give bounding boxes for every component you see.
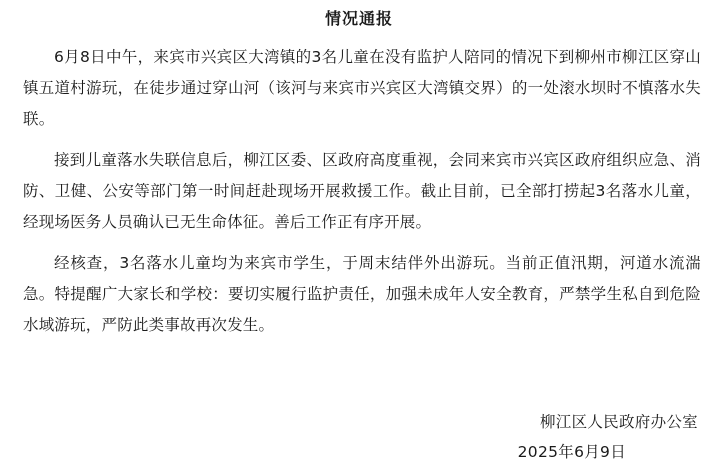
- notice-title: 情况通报: [324, 9, 393, 28]
- notice-paragraph-1: 6月8日中午，来宾市兴宾区大湾镇的3名儿童在没有监护人陪同的情况下到柳州市柳江区穿山镇五道村游玩，在徒步通过穿山河（该河与来宾市兴宾区大湾镇交界）的一处滚水坝时不慎落水失联。: [23, 48, 701, 128]
- notice-paragraph-3: 经核查，3名落水儿童均为来宾市学生，于周末结伴外出游玩。当前正值汛期，河道水流湍急。特提醒广大家长和学校：要切实履行监护责任，加强未成年人安全教育，严禁学生私自到危险水域游玩，严防此类事故再次发生。: [23, 254, 701, 334]
- signature-organization: 柳江区人民政府办公室: [539, 413, 698, 431]
- notice-paragraph-2: 接到儿童落水失联信息后，柳江区委、区政府高度重视，会同来宾市兴宾区政府组织应急、消防、卫健、公安等部门第一时间赶赴现场开展救援工作。截止目前，已全部打捞起3名落水儿童，经现场医务人员确认已无生命体征。善后工作正有序开展。: [23, 151, 701, 231]
- signature-date: 2025年6月9日: [517, 443, 626, 461]
